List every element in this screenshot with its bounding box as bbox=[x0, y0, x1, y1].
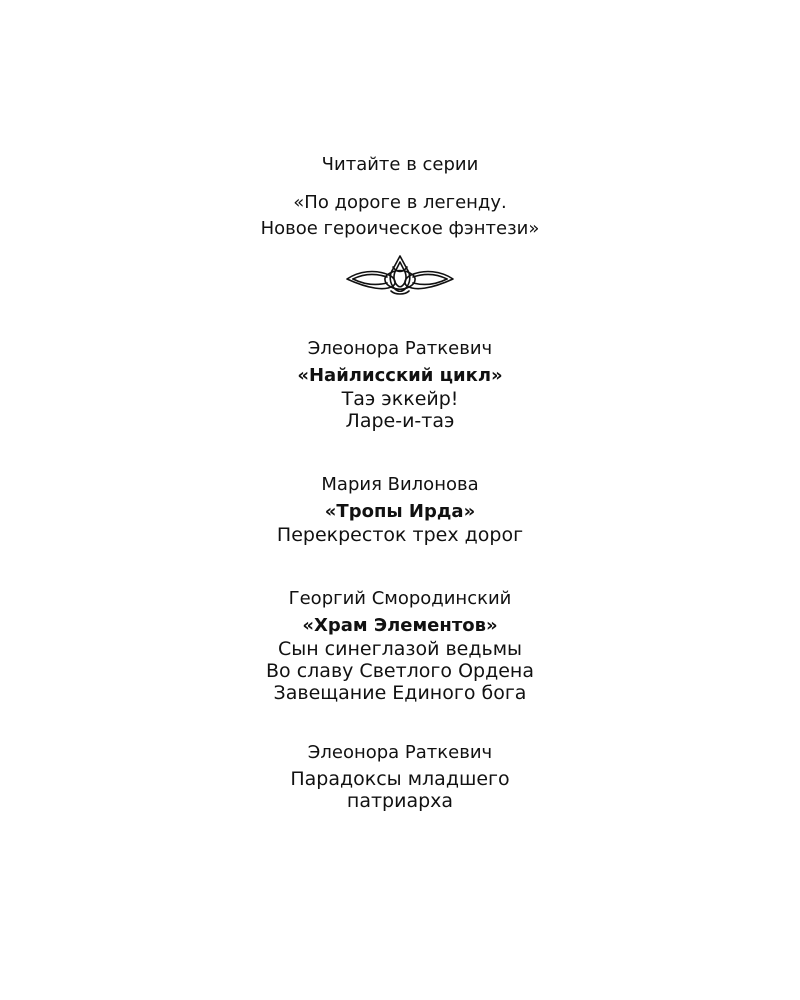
celtic-knot-ornament-icon bbox=[345, 253, 455, 299]
book-title: Во славу Светлого Ордена bbox=[266, 660, 534, 682]
cycle-title: «Найлисский цикл» bbox=[297, 365, 503, 386]
series-header bbox=[0, 154, 800, 176]
author-name: Элеонора Раткевич bbox=[307, 742, 493, 763]
series-name-line-1: «По дороге в легенду. bbox=[293, 192, 507, 213]
series-entry-books bbox=[0, 768, 800, 812]
intro-text: Читайте в серии bbox=[321, 154, 479, 175]
series-name-line-2: Новое героическое фэнтези» bbox=[260, 218, 540, 239]
book-title: Сын синеглазой ведьмы bbox=[277, 638, 523, 660]
series-entry bbox=[0, 338, 800, 360]
series-entry bbox=[0, 474, 800, 496]
ornament-divider bbox=[0, 253, 800, 299]
author-name: Георгий Смородинский bbox=[288, 588, 512, 609]
author-name: Мария Вилонова bbox=[321, 474, 479, 495]
series-entry bbox=[0, 742, 800, 764]
series-entry bbox=[0, 588, 800, 610]
series-entry-books bbox=[0, 500, 800, 546]
book-title: Ларе-и-таэ bbox=[345, 410, 455, 432]
cycle-title: «Тропы Ирда» bbox=[324, 501, 476, 522]
book-title: Завещание Единого бога bbox=[273, 682, 527, 704]
book-title: патриарха bbox=[346, 790, 454, 812]
series-entry-books bbox=[0, 614, 800, 704]
series-name bbox=[0, 190, 800, 242]
book-title: Парадоксы младшего bbox=[290, 768, 510, 790]
author-name: Элеонора Раткевич bbox=[307, 338, 493, 359]
series-entry-books bbox=[0, 364, 800, 432]
book-title: Перекресток трех дорог bbox=[276, 524, 524, 546]
cycle-title: «Храм Элементов» bbox=[302, 615, 498, 636]
book-title: Таэ эккейр! bbox=[341, 388, 459, 410]
